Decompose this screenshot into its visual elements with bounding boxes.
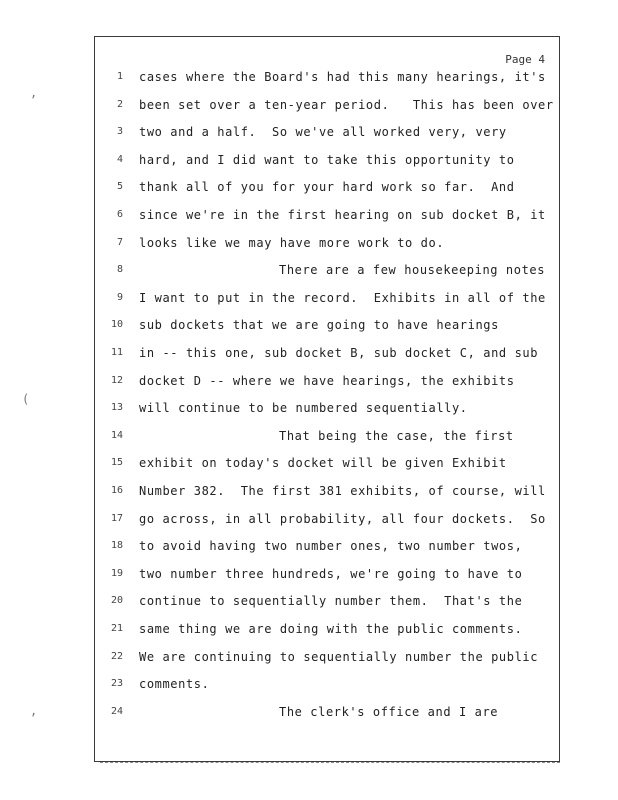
transcript-line: [95, 67, 559, 87]
line-text: Number 382. The first 381 exhibits, of course, will: [139, 484, 546, 498]
line-text: I want to put in the record. Exhibits in all of the: [139, 290, 546, 305]
line-text: thank all of you for your hard work so far. And: [139, 180, 515, 195]
line-text: hard, and I did want to take this opportunity to: [139, 152, 515, 167]
line-number: 14: [110, 429, 123, 441]
line-text: docket D -- where we have hearings, the exhibits: [139, 373, 515, 388]
line-number: 17: [110, 512, 123, 524]
line-text: been set over a ten-year period. This has been over: [139, 97, 554, 112]
line-text: exhibit on today's docket will be given Exhibit: [139, 456, 507, 471]
line-text: two and a half. So we've all worked very, very: [139, 125, 507, 140]
transcript-line: [95, 315, 559, 335]
transcript-line: [95, 426, 559, 446]
line-number: 23: [110, 678, 123, 690]
transcript-line: [95, 564, 559, 584]
line-text: We are continuing to sequentially number the public: [139, 649, 539, 664]
transcript-line: [95, 398, 559, 418]
line-number: 13: [110, 402, 123, 414]
line-text: continue to sequentially number them. That's the: [139, 594, 523, 609]
line-number: 8: [116, 264, 123, 276]
transcript-line: [95, 647, 559, 667]
line-number: 15: [110, 457, 123, 469]
transcript-line: [95, 702, 559, 722]
margin-mark: ,: [30, 704, 38, 718]
transcript-line: [95, 536, 559, 556]
line-text: looks like we may have more work to do.: [139, 235, 445, 250]
line-number: 6: [116, 209, 123, 220]
transcript-line: [95, 177, 559, 197]
line-text: will continue to be numbered sequentially.: [139, 401, 468, 416]
transcript-line: [95, 453, 559, 473]
line-number: 12: [110, 374, 123, 386]
line-number: 22: [110, 650, 123, 662]
transcript-line: [95, 371, 559, 391]
line-number: 20: [110, 595, 123, 607]
transcript-line: [95, 260, 559, 280]
line-text: two number three hundreds, we're going to have to: [139, 566, 523, 581]
line-text: The clerk's office and I are: [279, 704, 499, 719]
line-text: comments.: [139, 677, 210, 692]
transcript-line: [95, 150, 559, 170]
line-text: same thing we are doing with the public comments.: [139, 622, 523, 636]
line-text: sub dockets that we are going to have hearings: [139, 318, 499, 333]
margin-mark: ,: [30, 86, 38, 100]
line-number: 19: [110, 567, 123, 579]
transcript-line: [95, 481, 559, 501]
line-number: 2: [116, 98, 123, 110]
line-text: to avoid having two number ones, two number twos,: [139, 539, 523, 554]
transcript-line: [95, 233, 559, 253]
line-number: 24: [110, 705, 123, 717]
line-number: 10: [110, 319, 123, 331]
line-number: 21: [110, 623, 123, 634]
scan-artifact: [100, 758, 560, 763]
line-number: 1: [116, 71, 123, 82]
transcript-line: [95, 674, 559, 694]
line-text: cases where the Board's had this many hearings, it's: [139, 70, 546, 84]
line-number: 5: [116, 181, 123, 193]
line-text: in -- this one, sub docket B, sub docket C, and sub: [139, 346, 539, 360]
transcript-line: [95, 288, 559, 308]
line-text: since we're in the first hearing on sub docket B, it: [139, 208, 546, 222]
transcript-line: [95, 619, 559, 639]
line-number: 16: [110, 485, 123, 496]
transcript-line: [95, 343, 559, 363]
transcript-line: [95, 509, 559, 529]
line-number: 18: [110, 540, 123, 552]
line-number: 3: [116, 126, 123, 138]
transcript-line: [95, 95, 559, 115]
line-text: That being the case, the first: [279, 428, 514, 443]
transcript-line: [95, 205, 559, 225]
margin-mark: (: [22, 392, 30, 406]
line-text: go across, in all probability, all four dockets. So: [139, 511, 546, 526]
transcript-line: [95, 122, 559, 142]
line-text: There are a few housekeeping notes: [279, 263, 546, 278]
line-number: 7: [116, 236, 123, 248]
line-number: 11: [110, 347, 123, 358]
transcript-page: [94, 36, 560, 762]
line-number: 4: [116, 153, 123, 165]
transcript-line: [95, 591, 559, 611]
page-number: Page 4: [505, 53, 545, 66]
line-number: 9: [116, 291, 123, 303]
